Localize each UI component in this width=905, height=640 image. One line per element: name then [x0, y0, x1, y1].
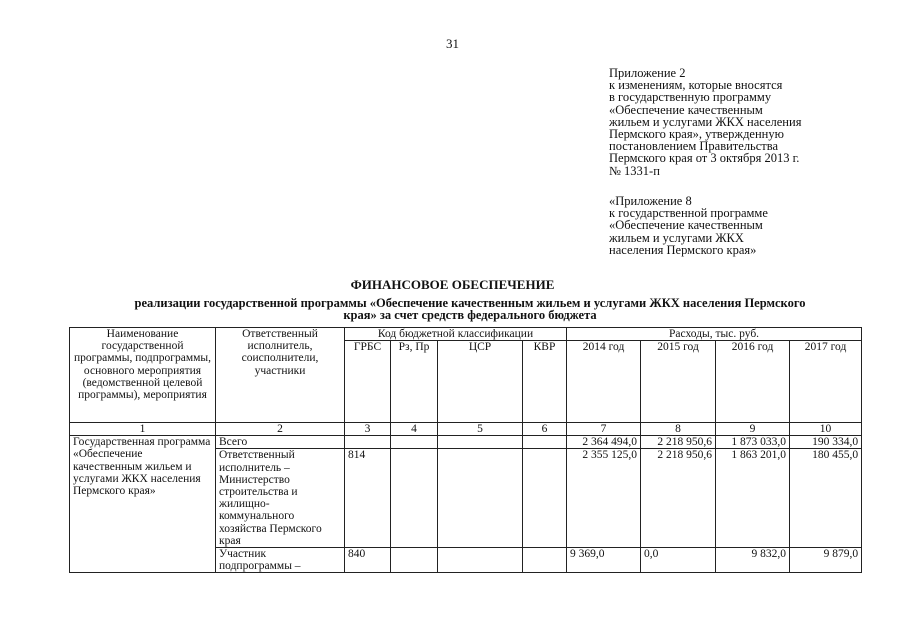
- row-executor: Ответственный исполнитель – Министерство строительства и жилищно-коммунального хозяйства Пермского края: [216, 449, 345, 548]
- row-2016: 1 873 033,0: [716, 436, 790, 449]
- row-grbs: [345, 436, 391, 449]
- header-executor: Ответственный исполнитель, соисполнители, участники: [216, 328, 345, 423]
- column-number: 6: [523, 423, 567, 436]
- row-csr: [438, 449, 523, 548]
- header-row-top: [70, 328, 862, 341]
- header-2017: 2017 год: [790, 341, 862, 423]
- row-rzpr: [391, 436, 438, 449]
- header-2016: 2016 год: [716, 341, 790, 423]
- row-2016: 1 863 201,0: [716, 449, 790, 548]
- header-rzpr: Рз, Пр: [391, 341, 438, 423]
- table-row: [70, 436, 862, 449]
- column-number: 4: [391, 423, 438, 436]
- row-kvr: [523, 449, 567, 548]
- header-kvr: КВР: [523, 341, 567, 423]
- row-kvr: [523, 436, 567, 449]
- row-2014: 2 355 125,0: [567, 449, 641, 548]
- row-2016: 9 832,0: [716, 548, 790, 573]
- column-number: 1: [70, 423, 216, 436]
- row-grbs: 814: [345, 449, 391, 548]
- header-grbs: ГРБС: [345, 341, 391, 423]
- row-csr: [438, 436, 523, 449]
- appendix-program-note: «Приложение 8 к государственной программе «Обеспечение качественным жильем и услугами ЖКХ населения Пермского края»: [609, 194, 768, 257]
- column-number: 9: [716, 423, 790, 436]
- column-number: 8: [641, 423, 716, 436]
- row-2014: 9 369,0: [567, 548, 641, 573]
- row-2014: 2 364 494,0: [567, 436, 641, 449]
- header-2015: 2015 год: [641, 341, 716, 423]
- column-number: 5: [438, 423, 523, 436]
- row-csr: [438, 548, 523, 573]
- document-title: ФИНАНСОВОЕ ОБЕСПЕЧЕНИЕ: [350, 277, 555, 292]
- row-kvr: [523, 548, 567, 573]
- row-2017: 180 455,0: [790, 449, 862, 548]
- row-2015: 2 218 950,6: [641, 436, 716, 449]
- row-2017: 190 334,0: [790, 436, 862, 449]
- row-grbs: 840: [345, 548, 391, 573]
- header-2014: 2014 год: [567, 341, 641, 423]
- header-csr: ЦСР: [438, 341, 523, 423]
- row-executor: Участник подпрограммы –: [216, 548, 345, 573]
- column-number: 10: [790, 423, 862, 436]
- column-number: 2: [216, 423, 345, 436]
- appendix-change-note: Приложение 2 к изменениям, которые вносятся в государственную программу «Обеспечение качественным жильем и услугами ЖКХ населения Пермского края», утвержденную постановлением Правительства Пермского края от 3 октября 2013 г. № 1331-п: [609, 66, 802, 178]
- header-budget-code: Код бюджетной классификации: [345, 328, 567, 341]
- column-number: 7: [567, 423, 641, 436]
- row-2017: 9 879,0: [790, 548, 862, 573]
- column-number: 3: [345, 423, 391, 436]
- header-name: Наименование государственной программы, подпрограммы, основного мероприятия (ведомственной целевой программы), мероприятия: [70, 328, 216, 423]
- row-2015: 2 218 950,6: [641, 449, 716, 548]
- row-2015: 0,0: [641, 548, 716, 573]
- row-rzpr: [391, 449, 438, 548]
- column-number-row: [70, 423, 862, 436]
- page-number: 31: [446, 36, 459, 51]
- program-name: Государственная программа «Обеспечение качественным жильем и услугами ЖКХ населения Пермского края»: [70, 436, 216, 573]
- header-expenses: Расходы, тыс. руб.: [567, 328, 862, 341]
- row-rzpr: [391, 548, 438, 573]
- row-executor: Всего: [216, 436, 345, 449]
- financing-table: [69, 327, 862, 573]
- document-subtitle: реализации государственной программы «Обеспечение качественным жильем и услугами ЖКХ населения Пермского края» за счет средств федерального бюджета: [134, 296, 806, 322]
